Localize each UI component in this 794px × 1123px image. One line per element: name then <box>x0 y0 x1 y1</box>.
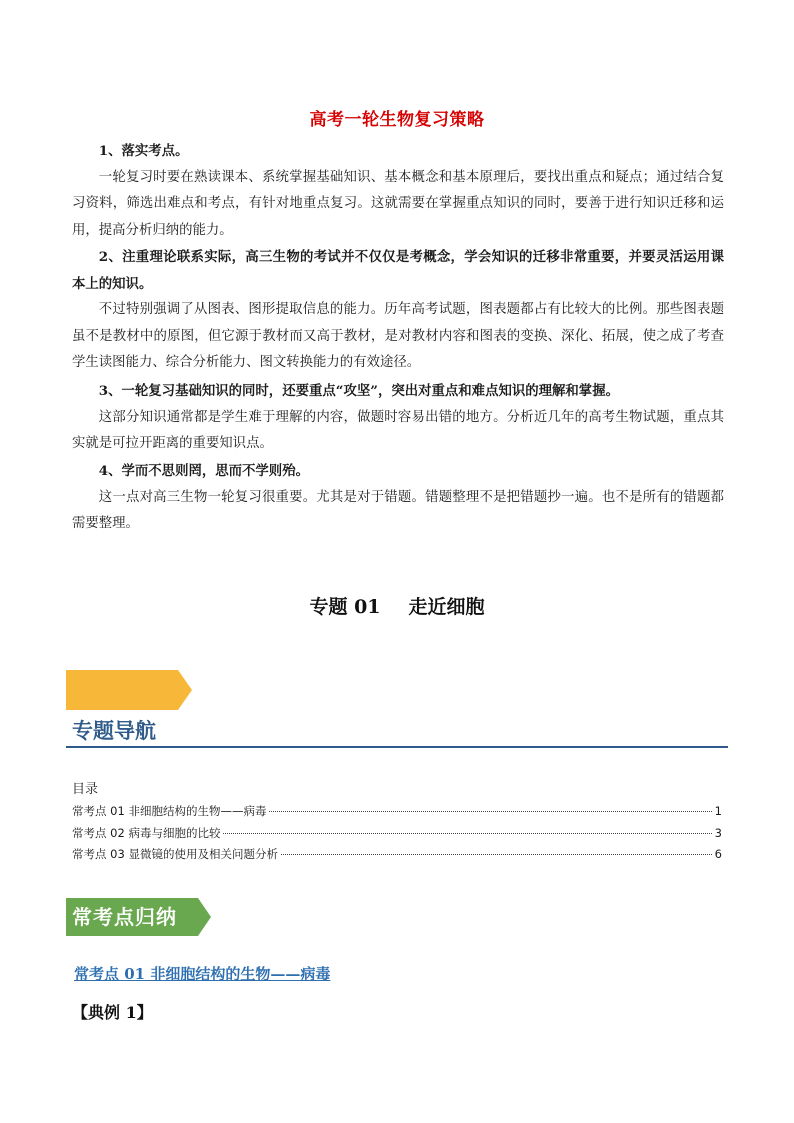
toc-leader-dots <box>269 811 711 812</box>
toc-label: 目录 <box>72 782 99 797</box>
topic-number: 专题 01 <box>309 596 381 618</box>
key-points-heading: 常考点归纳 <box>72 905 177 929</box>
strategy-section-4 <box>72 458 724 538</box>
toc-entry-text: 常考点 02 病毒与细胞的比较 <box>72 825 221 840</box>
section-heading: 4、学而不思则罔，思而不学则殆。 <box>98 463 309 479</box>
toc-entry[interactable] <box>72 825 722 847</box>
section-heading: 2、注重理论联系实际，高三生物的考试并不仅仅是考概念，学会知识的迁移非常重要，并要灵活运用课本上的知识。 <box>72 249 724 292</box>
nav-heading: 专题导航 <box>72 719 156 743</box>
toc-entry-page: 1 <box>714 804 722 818</box>
toc-entry-page: 3 <box>714 825 722 840</box>
section-body: 这一点对高三生物一轮复习很重要。尤其是对于错题。错题整理不是把错题抄一遍。也不是所有的错题都需要整理。 <box>72 489 724 531</box>
toc-leader-dots <box>281 854 712 855</box>
topic-title <box>0 592 794 619</box>
strategy-section-2 <box>72 244 724 377</box>
strategy-section-1 <box>72 138 724 244</box>
section-body: 这部分知识通常都是学生难于理解的内容，做题时容易出错的地方。分析近几年的高考生物试题，重点其实就是可拉开距离的重要知识点。 <box>72 409 724 451</box>
section-body: 不过特别强调了从图表、图形提取信息的能力。历年高考试题，图表题都占有比较大的比例。那些图表题虽不是教材中的原图，但它源于教材而又高于教材，是对教材内容和图表的变换、深化、拓展，使之成了考查学生读图能力、综合分析能力、图文转换能力的有效途径。 <box>72 302 724 370</box>
toc-entry[interactable] <box>72 846 722 868</box>
section-body: 一轮复习时要在熟读课本、系统掌握基础知识、基本概念和基本原理后，要找出重点和疑点；通过结合复习资料，筛选出难点和考点，有针对地重点复习。这就需要在掌握重点知识的同时，要善于进行知识迁移和运用，提高分析归纳的能力。 <box>72 169 724 238</box>
nav-divider <box>66 746 728 748</box>
section-heading: 1、落实考点。 <box>98 143 189 159</box>
toc-entry-page: 6 <box>714 847 722 861</box>
key-point-01-link[interactable]: 常考点 01 非细胞结构的生物——病毒 <box>74 965 331 983</box>
example-label: 【典例 1】 <box>72 1003 153 1022</box>
nav-banner-shape <box>66 670 196 710</box>
strategy-section-3 <box>72 378 724 458</box>
document-title: 高考一轮生物复习策略 <box>309 110 485 130</box>
toc-entry[interactable] <box>72 803 722 825</box>
section-heading: 3、一轮复习基础知识的同时，还要重点“攻坚”，突出对重点和难点知识的理解和掌握。 <box>98 383 619 399</box>
table-of-contents <box>72 803 722 868</box>
topic-name: 走近细胞 <box>408 596 485 618</box>
toc-entry-text: 常考点 03 显微镜的使用及相关问题分析 <box>72 847 278 861</box>
toc-leader-dots <box>223 833 711 834</box>
toc-entry-text: 常考点 01 非细胞结构的生物——病毒 <box>72 804 267 818</box>
